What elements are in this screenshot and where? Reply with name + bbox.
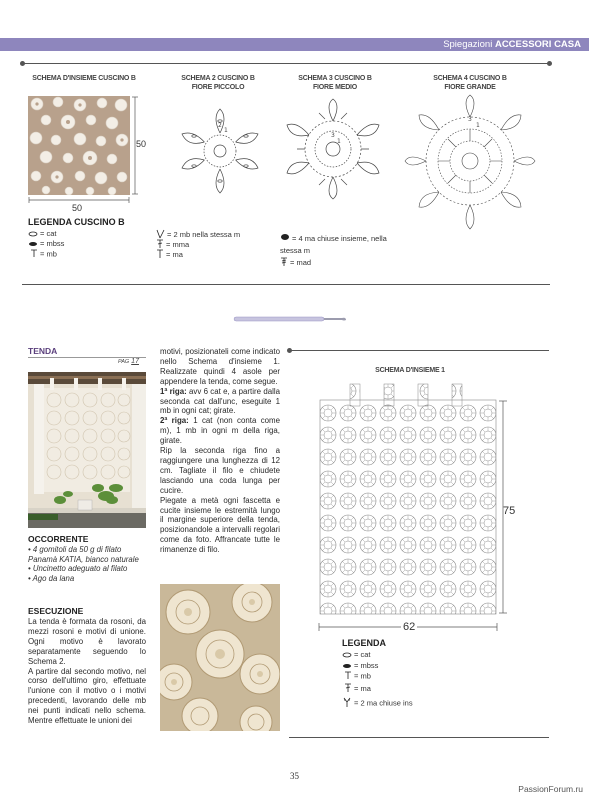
curtain-photo (28, 372, 146, 528)
legend-row-ma: = ma (344, 683, 371, 695)
occorrente-title: OCCORRENTE (28, 534, 89, 544)
curtain-schema-diagram (318, 380, 498, 616)
paragraph: Piegate a metà ogni fascetta e cucite insieme le estremità lungo il margine superiore della tenda, posizionandole a intervalli regolari come da foto. Affrancate tutte le rimanenze di filo. (160, 495, 280, 555)
page-reference: PAG 17 (118, 358, 139, 365)
watermark: PassionForum.ru (518, 784, 583, 794)
cluster2-icon (342, 697, 352, 710)
svg-text:1: 1 (476, 122, 480, 129)
legend-b-row-cat: = cat (28, 229, 56, 239)
legend2-row-mma: = mma (156, 239, 189, 251)
legend3-row-mad: = mad (280, 257, 311, 269)
open-oval-icon (342, 651, 352, 660)
paragraph: La tenda è formata da rosoni, da mezzi rosoni e motivi di unione. Ogni motivo è lavorato separatamente seguendo lo Schema 2. (28, 617, 146, 666)
dim-height-b: 50 (136, 139, 147, 149)
paragraph: A partire dal secondo motivo, nel corso dell'ultimo giro, effettuate l'unione con il motivo o i motivi precedenti, lavorando delle mb nei punti indicati nello schema. Mentre effettuate le unioni dei (28, 666, 146, 726)
legend-b-row-mb: = mb (30, 249, 57, 260)
esecuzione-text (28, 617, 146, 726)
page-number: 35 (290, 771, 299, 781)
instructions-column-2 (160, 347, 280, 555)
triple-t-icon (280, 257, 288, 269)
legend2-row-2mb: = 2 mb nella stessa m (156, 229, 240, 241)
paragraph: motivi, posizionateli come indicato nello Schema d'insieme 1. Realizzate quindi 4 asole per appendere la tenda, come segue. (160, 347, 280, 386)
schema2-small-flower-diagram (172, 103, 268, 199)
paragraph: 2ª riga: 1 cat (non conta come m), 1 mb in ogni m della riga, girate. (160, 416, 281, 446)
legend-row-cat: = cat (342, 650, 370, 660)
schema3-title: SCHEMA 3 CUSCINO B FIORE MEDIO (298, 75, 372, 91)
dim-width-b: 50 (72, 203, 83, 213)
header-section: ACCESSORI CASA (494, 39, 581, 50)
legend3-row-cluster: = 4 ma chiuse insieme, nella stessa m (280, 234, 387, 256)
double-t-icon (344, 683, 352, 695)
legend-row-mb: = mb (344, 671, 371, 682)
dim-height-curtain: 75 (503, 505, 516, 517)
svg-text:3: 3 (331, 132, 335, 139)
legend-curtain-title: LEGENDA (342, 638, 387, 648)
filled-oval-icon (28, 240, 38, 249)
svg-text:2: 2 (218, 122, 222, 129)
schema-b-title: SCHEMA D'INSIEME CUSCINO B (32, 75, 136, 82)
crochet-hook-illustration (232, 314, 348, 324)
t-stitch-icon (156, 249, 164, 261)
legend-row-mbss: = mbss (342, 661, 378, 671)
section-header (443, 38, 581, 51)
svg-text:3: 3 (468, 116, 472, 123)
list-item: • Ago da lana (28, 573, 75, 583)
legend-row-2ma: = 2 ma chiuse ins (342, 697, 413, 710)
legend-b-row-mbss: = mbss (28, 239, 64, 249)
schema4-title: SCHEMA 4 CUSCINO B FIORE GRANDE (433, 75, 507, 91)
cluster-icon (280, 233, 290, 245)
schema3-medium-flower-diagram (281, 97, 385, 201)
schema-insieme-1-title: SCHEMA D'INSIEME 1 (375, 367, 445, 374)
legend-cushion-b-title: LEGENDA CUSCINO B (28, 217, 125, 227)
list-item: • 4 gomitoli da 50 g di filato Panamà KATIA, bianco naturale (28, 545, 139, 564)
schema4-large-flower-diagram (404, 93, 536, 233)
list-item: • Uncinetto adeguato al filato (28, 564, 128, 574)
paragraph: Rip la seconda riga fino a raggiungere una lunghezza di 12 cm. Tagliate il filo e chiudete lasciando una coda lunga per cucire. (160, 446, 280, 495)
schema2-title: SCHEMA 2 CUSCINO B FIORE PICCOLO (181, 75, 255, 91)
dim-width-curtain: 62 (403, 621, 416, 633)
paragraph: 1ª riga: avv 6 cat e, a partire dalla seconda cat dall'unc, eseguite 1 mb in ogni cat; girate. (160, 386, 280, 416)
t-stitch-icon (344, 671, 352, 682)
cushion-b-photo (28, 96, 130, 195)
legend2-row-ma: = ma (156, 249, 183, 261)
esecuzione-title: ESECUZIONE (28, 606, 84, 616)
tenda-title: TENDA (28, 346, 58, 356)
crochet-detail-photo (160, 584, 280, 731)
filled-oval-icon (342, 662, 352, 671)
header-prefix: Spiegazioni (443, 39, 493, 50)
svg-text:1: 1 (337, 138, 341, 145)
occorrente-list (28, 545, 146, 583)
open-oval-icon (28, 230, 38, 239)
svg-text:1: 1 (224, 127, 228, 134)
t-stitch-icon (30, 249, 38, 260)
